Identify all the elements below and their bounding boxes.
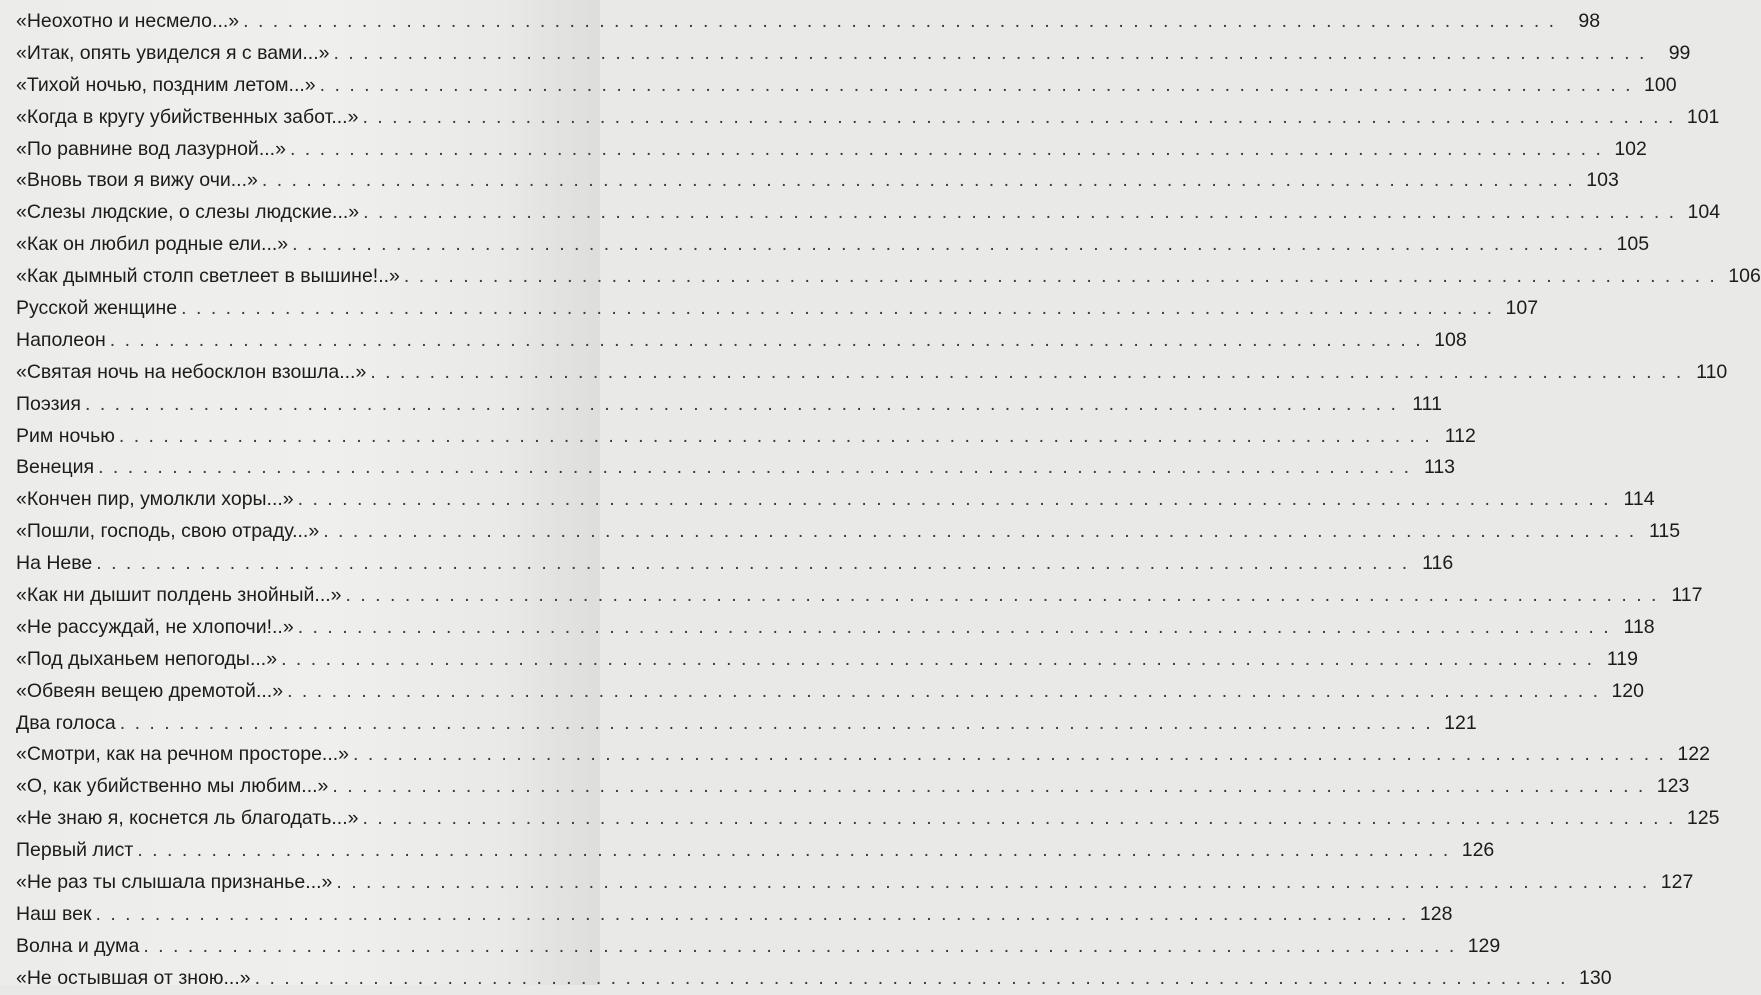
toc-dot-leader — [336, 867, 1649, 899]
toc-entry-title: «Под дыханьем непогоды...» — [16, 647, 278, 670]
toc-entry-page-number: 130 — [1579, 966, 1612, 989]
toc-entry — [16, 771, 1690, 803]
toc-entry-page-number: 104 — [1687, 201, 1721, 224]
toc-dot-leader — [181, 293, 1494, 325]
toc-entry — [16, 963, 1612, 995]
toc-dot-leader — [323, 516, 1636, 548]
toc-entry-page-number: 106 — [1728, 265, 1761, 288]
toc-dot-leader — [363, 197, 1676, 229]
toc-dot-leader — [332, 771, 1645, 803]
toc-entry — [16, 708, 1477, 740]
toc-entry-page-number: 116 — [1422, 552, 1454, 575]
toc-entry — [16, 580, 1703, 612]
toc-entry-page-number: 128 — [1419, 902, 1453, 925]
toc-entry — [16, 516, 1681, 548]
toc-entry — [16, 612, 1655, 644]
toc-entry — [16, 931, 1501, 963]
toc-entry-title: «Как он любил родные ели...» — [16, 233, 289, 256]
toc-entry-title: Наш век — [16, 902, 92, 925]
toc-entry — [16, 102, 1720, 134]
toc-entry-page-number: 119 — [1606, 647, 1638, 670]
toc-entry — [16, 803, 1720, 835]
toc-dot-leader — [85, 389, 1398, 421]
toc-entry-title: «Не рассуждай, не хлопочи!..» — [16, 615, 294, 638]
toc-entry — [16, 165, 1619, 197]
toc-dot-leader — [262, 165, 1575, 197]
toc-entry-page-number: 123 — [1656, 775, 1690, 798]
toc-dot-leader — [298, 484, 1611, 516]
toc-entry — [16, 325, 1467, 357]
toc-entry-page-number: 98 — [1578, 10, 1601, 32]
toc-entry-title: «Не знаю я, коснется ль благодать...» — [16, 807, 359, 830]
toc-entry-title: «Тихой ночью, поздним летом...» — [16, 73, 316, 96]
toc-entry — [16, 70, 1677, 102]
toc-entry-title: «Вновь твои я вижу очи...» — [16, 169, 258, 192]
toc-dot-leader — [290, 134, 1603, 166]
toc-entry — [16, 134, 1647, 166]
toc-dot-leader — [243, 6, 1556, 38]
toc-entry — [16, 6, 1601, 38]
toc-entry-title: Русской женщине — [16, 297, 178, 320]
toc-dot-leader — [298, 612, 1611, 644]
toc-entry-title: Наполеон — [16, 328, 106, 351]
toc-entry-page-number: 127 — [1660, 871, 1694, 894]
toc-entry-page-number: 126 — [1461, 839, 1495, 862]
toc-entry-title: «Не остывшая от зною...» — [16, 966, 251, 989]
toc-entry — [16, 293, 1539, 325]
toc-entry-title: «Не раз ты слышала признанье...» — [16, 871, 333, 894]
toc-entry — [16, 835, 1495, 867]
toc-entry-title: «Святая ночь на небосклон взошла...» — [16, 360, 367, 383]
toc-dot-leader — [292, 229, 1605, 261]
toc-entry-page-number: 101 — [1686, 105, 1720, 128]
toc-dot-leader — [96, 548, 1409, 580]
table-of-contents — [16, 6, 1761, 995]
toc-entry-page-number: 102 — [1614, 137, 1647, 160]
toc-entry-title: Венеция — [16, 456, 95, 479]
toc-entry-title: Два голоса — [16, 711, 116, 734]
toc-entry — [16, 229, 1650, 261]
toc-entry-page-number: 125 — [1686, 807, 1720, 830]
toc-entry-title: На Неве — [16, 552, 93, 575]
toc-entry — [16, 389, 1442, 421]
toc-entry-title: «Как ни дышит полдень знойный...» — [16, 584, 342, 607]
toc-entry-page-number: 111 — [1412, 392, 1442, 415]
toc-entry-page-number: 100 — [1644, 73, 1677, 96]
toc-entry — [16, 899, 1453, 931]
toc-entry-page-number: 121 — [1444, 711, 1477, 734]
toc-entry-title: «Неохотно и несмело...» — [16, 10, 240, 32]
toc-entry-title: Рим ночью — [16, 424, 115, 447]
toc-entry — [16, 197, 1721, 229]
toc-dot-leader — [363, 803, 1676, 835]
toc-entry — [16, 38, 1691, 70]
toc-entry-page-number: 117 — [1671, 584, 1703, 607]
toc-entry-title: «Итак, опять увиделся я с вами...» — [16, 41, 330, 64]
toc-dot-leader — [346, 580, 1659, 612]
toc-entry-title: «Когда в кругу убийственных забот...» — [16, 105, 359, 128]
toc-dot-leader — [98, 452, 1411, 484]
toc-entry-page-number: 114 — [1623, 488, 1655, 511]
toc-dot-leader — [281, 644, 1594, 676]
toc-entry-page-number: 105 — [1616, 233, 1650, 256]
toc-entry-title: «Кончен пир, умолкли хоры...» — [16, 488, 294, 511]
toc-entry — [16, 421, 1476, 453]
toc-entry-title: «По равнине вод лазурной...» — [16, 137, 286, 160]
toc-entry-title: «О, как убийственно мы любим...» — [16, 775, 329, 798]
toc-entry — [16, 357, 1728, 389]
toc-entry-page-number: 118 — [1623, 615, 1655, 638]
toc-dot-leader — [353, 739, 1666, 771]
toc-entry — [16, 261, 1761, 293]
toc-dot-leader — [96, 899, 1409, 931]
toc-dot-leader — [119, 421, 1432, 453]
toc-dot-leader — [137, 835, 1450, 867]
toc-entry-title: Первый лист — [16, 839, 134, 862]
toc-entry-page-number: 129 — [1467, 934, 1501, 957]
toc-entry-page-number: 113 — [1423, 456, 1456, 479]
toc-entry-page-number: 107 — [1505, 297, 1539, 320]
toc-dot-leader — [143, 931, 1456, 963]
toc-dot-leader — [362, 102, 1675, 134]
toc-dot-leader — [110, 325, 1423, 357]
toc-entry-title: Поэзия — [16, 392, 81, 415]
toc-entry — [16, 548, 1454, 580]
toc-dot-leader — [120, 708, 1433, 740]
toc-entry — [16, 676, 1644, 708]
toc-entry — [16, 644, 1638, 676]
toc-entry — [16, 484, 1655, 516]
toc-entry-title: «Смотри, как на речном просторе...» — [16, 743, 350, 766]
toc-entry-page-number: 122 — [1677, 743, 1710, 766]
toc-dot-leader — [404, 261, 1717, 293]
toc-entry-title: Волна и дума — [16, 934, 140, 957]
toc-dot-leader — [287, 676, 1600, 708]
toc-entry-page-number: 103 — [1586, 169, 1619, 192]
toc-entry-title: «Обвеян вещею дремотой...» — [16, 679, 284, 702]
toc-entry — [16, 867, 1694, 899]
toc-dot-leader — [320, 70, 1633, 102]
toc-entry-page-number: 120 — [1611, 679, 1644, 702]
toc-entry — [16, 452, 1456, 484]
toc-entry-title: «Как дымный столп светлеет в вышине!..» — [16, 265, 400, 288]
toc-entry-page-number: 99 — [1668, 41, 1691, 64]
toc-entry-title: «Пошли, господь, свою отраду...» — [16, 520, 320, 543]
toc-entry-page-number: 108 — [1434, 328, 1467, 351]
toc-entry-page-number: 112 — [1444, 424, 1476, 447]
toc-dot-leader — [370, 357, 1683, 389]
toc-dot-leader — [255, 963, 1568, 995]
toc-dot-leader — [333, 38, 1646, 70]
toc-entry-page-number: 110 — [1696, 360, 1728, 383]
toc-entry — [16, 739, 1710, 771]
toc-entry-page-number: 115 — [1649, 520, 1681, 543]
toc-entry-title: «Слезы людские, о слезы людские...» — [16, 201, 360, 224]
